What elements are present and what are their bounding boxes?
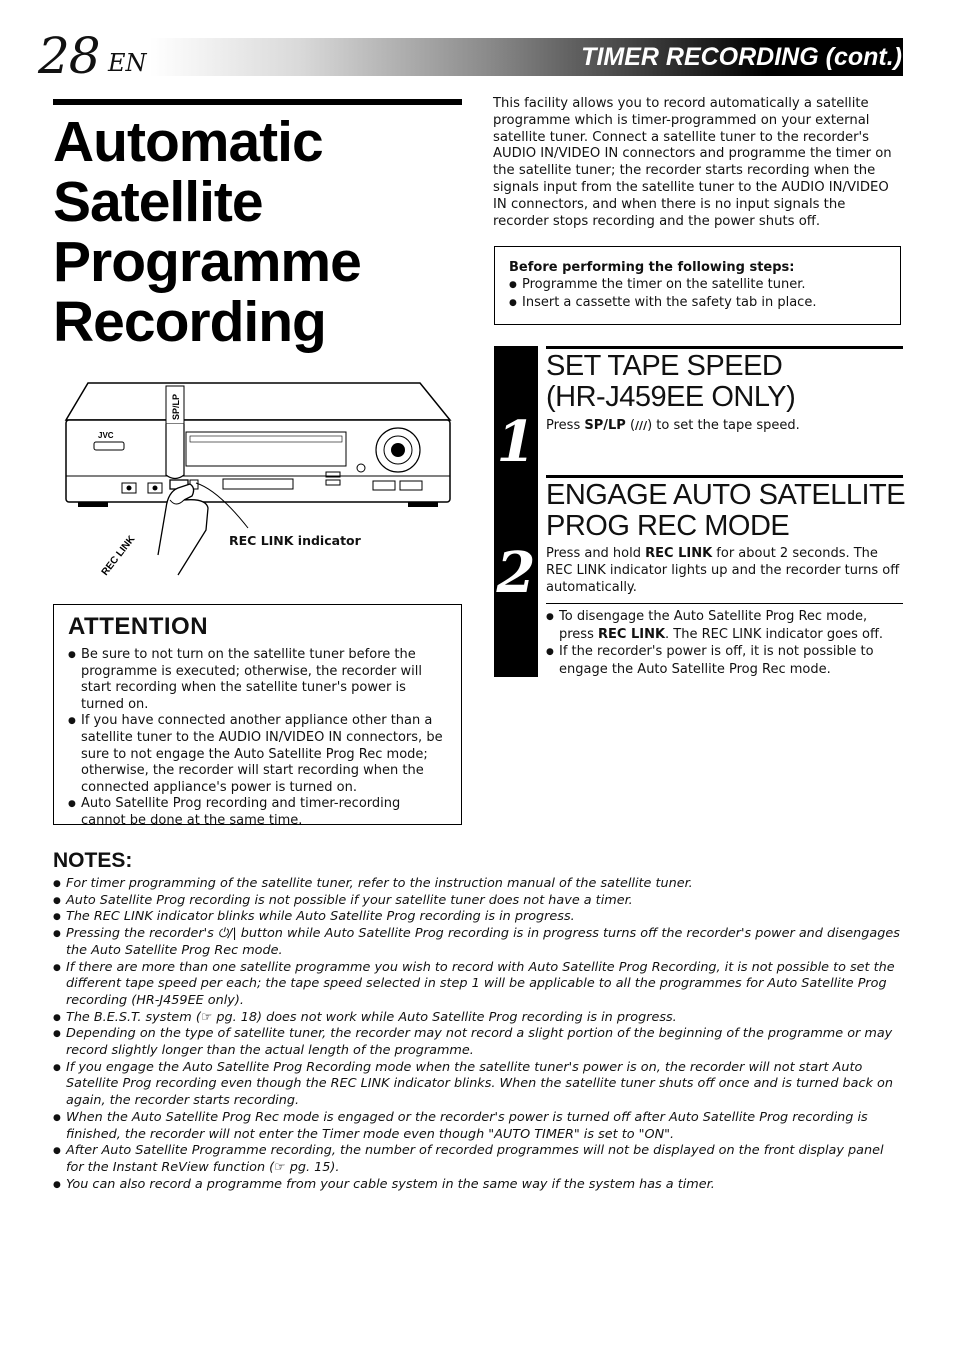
step-bullets bbox=[546, 608, 904, 678]
page-number: 28 bbox=[38, 27, 100, 85]
note-item: ● You can also record a programme from your cable system in the same way if the system has a timer. bbox=[53, 1177, 903, 1194]
notes-heading: NOTES: bbox=[53, 849, 133, 872]
step-bullet: ● To disengage the Auto Satellite Prog Rec mode, press REC LINK. The REC LINK indicator goes off. bbox=[546, 608, 904, 643]
notes-list bbox=[53, 876, 903, 1193]
vcr-illustration bbox=[58, 380, 458, 580]
step-divider bbox=[546, 603, 903, 604]
attention-item: ● If you have connected another appliance other than a satellite tuner to the AUDIO IN/VIDEO IN connectors, be sure to not engage the Auto Satellite Prog Rec mode; otherwise, the recorder will start recording when the connected appliance's power is turned on. bbox=[68, 713, 447, 796]
page-title bbox=[53, 112, 473, 352]
page-language: EN bbox=[108, 49, 147, 77]
tape-speed-symbol: ∕∕∕ bbox=[635, 419, 648, 432]
step-text: Press and hold REC LINK for about 2 seconds. The REC LINK indicator lights up and the recorder turns off automatically. bbox=[546, 546, 900, 595]
title-line: Recording bbox=[53, 290, 326, 354]
before-item: ● Insert a cassette with the safety tab in place. bbox=[509, 294, 886, 312]
note-item: ● Pressing the recorder's ⏻/| button while Auto Satellite Prog recording is in progress turns off the recorder's power and disengages the Auto Satellite Prog Rec mode. bbox=[53, 926, 903, 959]
step-number: 2 bbox=[496, 540, 536, 606]
note-item: ● The REC LINK indicator blinks while Auto Satellite Prog recording is in progress. bbox=[53, 909, 903, 926]
note-item: ● When the Auto Satellite Prog Rec mode is engaged or the recorder's power is turned off after Auto Satellite Prog recording is finished, the recorder will not enter the Timer mode even though "AUTO TIMER" is set to "ON". bbox=[53, 1110, 903, 1143]
note-item: ● After Auto Satellite Programme recording, the number of recorded programmes will not be displayed on the front display panel for the Instant ReView function (☞ pg. 15). bbox=[53, 1143, 903, 1176]
steps-sidebar bbox=[494, 346, 538, 677]
attention-heading: ATTENTION bbox=[68, 613, 209, 640]
title-line: Programme bbox=[53, 230, 361, 294]
step-heading: SET TAPE SPEED (HR-J459EE ONLY) bbox=[546, 350, 796, 413]
title-line: Automatic bbox=[53, 110, 323, 174]
step-number: 1 bbox=[496, 409, 536, 475]
note-item: ● For timer programming of the satellite tuner, refer to the instruction manual of the satellite tuner. bbox=[53, 876, 903, 893]
splp-label: SP/LP bbox=[171, 393, 181, 420]
intro-paragraph: This facility allows you to record automatically a satellite programme which is timer-programmed on your external satellite tuner. Connect a satellite tuner to the recorder's AUDIO IN/VIDEO IN connectors and programme the timer on the satellite tuner; the recorder starts recording when the signals input from the satellite tuner to the AUDIO IN/VIDEO IN connectors, and when there is no input signals the recorder stops recording and the power shuts off. bbox=[493, 96, 892, 229]
note-item: ● Auto Satellite Prog recording is not possible if your satellite tuner does not have a timer. bbox=[53, 893, 903, 910]
step-bullet: ● If the recorder's power is off, it is not possible to engage the Auto Satellite Prog Rec mode. bbox=[546, 643, 904, 678]
section-title: TIMER RECORDING (cont.) bbox=[581, 43, 902, 71]
step-rule bbox=[546, 346, 903, 349]
attention-item: ● Auto Satellite Prog recording and timer-recording cannot be done at the same time. bbox=[68, 796, 447, 829]
title-rule bbox=[53, 99, 462, 105]
step-rule bbox=[546, 475, 903, 478]
note-item: ● Depending on the type of satellite tuner, the recorder may not record a slight portion of the beginning of the programme or may record slightly longer than the actual length of the programme. bbox=[53, 1026, 903, 1059]
note-item: ● If you engage the Auto Satellite Prog Recording mode when the satellite tuner's power is on, the recorder will not start Auto Satellite Prog recording even though the REC LINK indicator blinks. When the satellite tuner shuts off once and is turned back on again, the recorder starts recording. bbox=[53, 1060, 903, 1110]
rec-link-indicator-label: REC LINK indicator bbox=[229, 533, 361, 548]
before-heading: Before performing the following steps: bbox=[509, 260, 795, 275]
before-item: ● Programme the timer on the satellite tuner. bbox=[509, 276, 886, 294]
step-heading: ENGAGE AUTO SATELLITE PROG REC MODE bbox=[546, 479, 906, 542]
attention-box bbox=[53, 604, 462, 828]
note-item: ● The B.E.S.T. system (☞ pg. 18) does not work while Auto Satellite Prog recording is in progress. bbox=[53, 1010, 903, 1027]
title-line: Satellite bbox=[53, 170, 263, 234]
attention-item: ● Be sure to not turn on the satellite tuner before the programme is executed; otherwise, the recorder will start recording when the satellite tuner's power is turned on. bbox=[68, 647, 447, 713]
step-text: Press SP/LP (∕∕∕) to set the tape speed. bbox=[546, 418, 800, 433]
note-item: ● If there are more than one satellite programme you wish to record with Auto Satellite Prog Recording, it is not possible to set the different tape speed per each; the tape speed selected in step 1 will be applicable to all the programmes for Auto Satellite Prog recording (HR-J459EE only). bbox=[53, 960, 903, 1010]
brand-label: JVC bbox=[98, 431, 114, 440]
before-steps-box bbox=[494, 246, 901, 325]
reclink-label: REC LINK bbox=[99, 533, 138, 578]
